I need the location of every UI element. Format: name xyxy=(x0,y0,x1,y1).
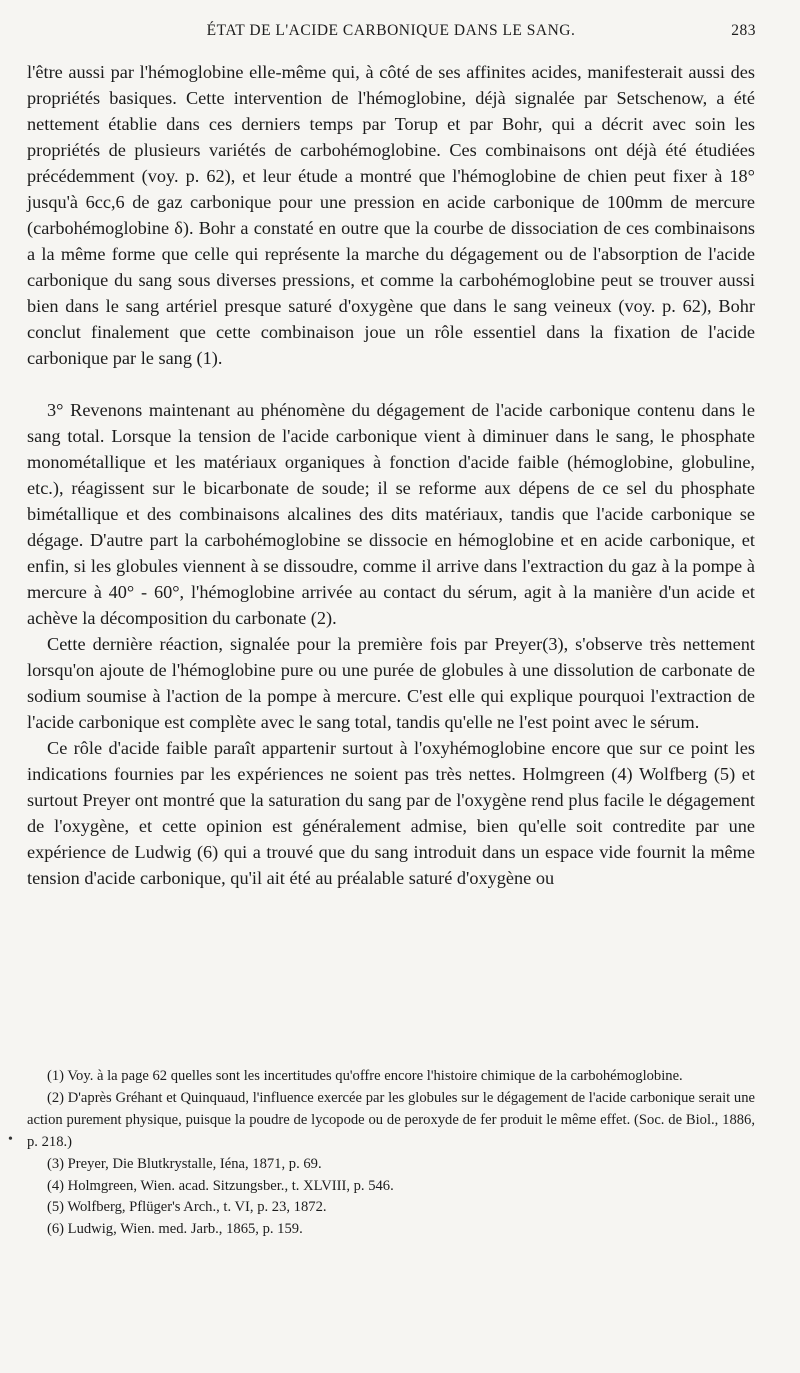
main-text xyxy=(27,59,755,891)
footnote-2: (2) D'après Gréhant et Quinquaud, l'influence exercée par les globules sur le dégagement de l'acide carbonique serait une action purement physique, puisque la poudre de lycopode ou de peroxyde de fer produit le même effet. (Soc. de Biol., 1886, p. 218.) xyxy=(27,1089,755,1150)
running-header xyxy=(26,22,756,48)
footnotes xyxy=(27,1066,755,1241)
footnote-5: (5) Wolfberg, Pflüger's Arch., t. VI, p. 23, 1872. xyxy=(47,1199,327,1216)
paragraph-3: Cette dernière réaction, signalée pour la première fois par Preyer(3), s'observe très nettement lorsqu'on ajoute de l'hémoglobine pure ou une purée de globules à une dissolution de carbonate de sodium soumise à l'action de la pompe à mercure. C'est elle qui explique pourquoi l'extraction de l'acide carbonique est complète avec le sang total, tandis qu'elle ne l'est point avec le sérum. xyxy=(27,634,755,732)
running-title: ÉTAT DE L'ACIDE CARBONIQUE DANS LE SANG. xyxy=(206,22,576,39)
footnote-3: (3) Preyer, Die Blutkrystalle, Iéna, 1871, p. 69. xyxy=(47,1155,322,1172)
paragraph-4: Ce rôle d'acide faible paraît appartenir surtout à l'oxyhémoglobine encore que sur ce point les indications fournies par les expériences ne soient pas très nettes. Holmgreen (4) Wolfberg (5) et surtout Preyer ont montré que la saturation du sang par de l'oxygène rend plus facile le dégagement de l'oxygène, et cette opinion est généralement admise, bien qu'elle soit contredite par une expérience de Ludwig (6) qui a trouvé que du sang introduit dans un espace vide fournit la même tension d'acide carbonique, qu'il ait été au préalable saturé d'oxygène ou xyxy=(27,738,755,888)
paragraph-1: l'être aussi par l'hémoglobine elle-même qui, à côté de ses affinites acides, manifesterait aussi des propriétés basiques. Cette intervention de l'hémoglobine, déjà signalée par Setschenow, a été nettement établie dans ces derniers temps par Torup et par Bohr, qui a décrit avec soin les propriétés de plusieurs variétés de carbohémoglobine. Ces combinaisons ont déjà été étudiées précédemment (voy. p. 62), et leur étude a montré que l'hémoglobine de chien peut fixer à 18° jusqu'à 6cc,6 de gaz carbonique pour une pression en acide carbonique de 100mm de mercure (carbohémoglobine δ). Bohr a constaté en outre que la courbe de dissociation de ces combinaisons a la même forme que celle qui représente la marche du dégagement ou de l'absorption de l'acide carbonique du sang sous diverses pressions, et comme la carbohémoglobine peut se trouver aussi bien dans le sang artériel presque saturé d'oxygène que dans le sang veineux (voy. p. 62), Bohr conclut finalement que cette combinaison joue un rôle essentiel dans la fixation de l'acide carbonique par le sang (1). xyxy=(27,62,755,368)
page-number: 283 xyxy=(731,22,756,39)
margin-mark: • xyxy=(8,1132,13,1147)
footnote-6: (6) Ludwig, Wien. med. Jarb., 1865, p. 159. xyxy=(47,1221,303,1238)
footnote-1: (1) Voy. à la page 62 quelles sont les incertitudes qu'offre encore l'histoire chimique de la carbohémoglobine. xyxy=(47,1068,683,1084)
paragraph-2: 3° Revenons maintenant au phénomène du dégagement de l'acide carbonique contenu dans le sang total. Lorsque la tension de l'acide carbonique vient à diminuer dans le sang, le phosphate monométallique et les matériaux organiques à fonction d'acide faible (hémoglobine, globuline, etc.), réagissent sur le bicarbonate de soude; il se reforme aux dépens de ce sel du phosphate bimétallique et des combinaisons alcalines des dits matériaux, tandis que l'acide carbonique se dégage. D'autre part la carbohémoglobine se dissocie en hémoglobine et en acide carbonique, et enfin, si les globules viennent à se dissoudre, comme il arrive dans l'extraction du gaz à la pompe à mercure à 40° - 60°, l'hémoglobine arrivée au contact du sérum, agit à la manière d'un acide et achève la décomposition du carbonate (2). xyxy=(27,400,755,628)
footnote-4: (4) Holmgreen, Wien. acad. Sitzungsber., t. XLVIII, p. 546. xyxy=(47,1177,394,1194)
